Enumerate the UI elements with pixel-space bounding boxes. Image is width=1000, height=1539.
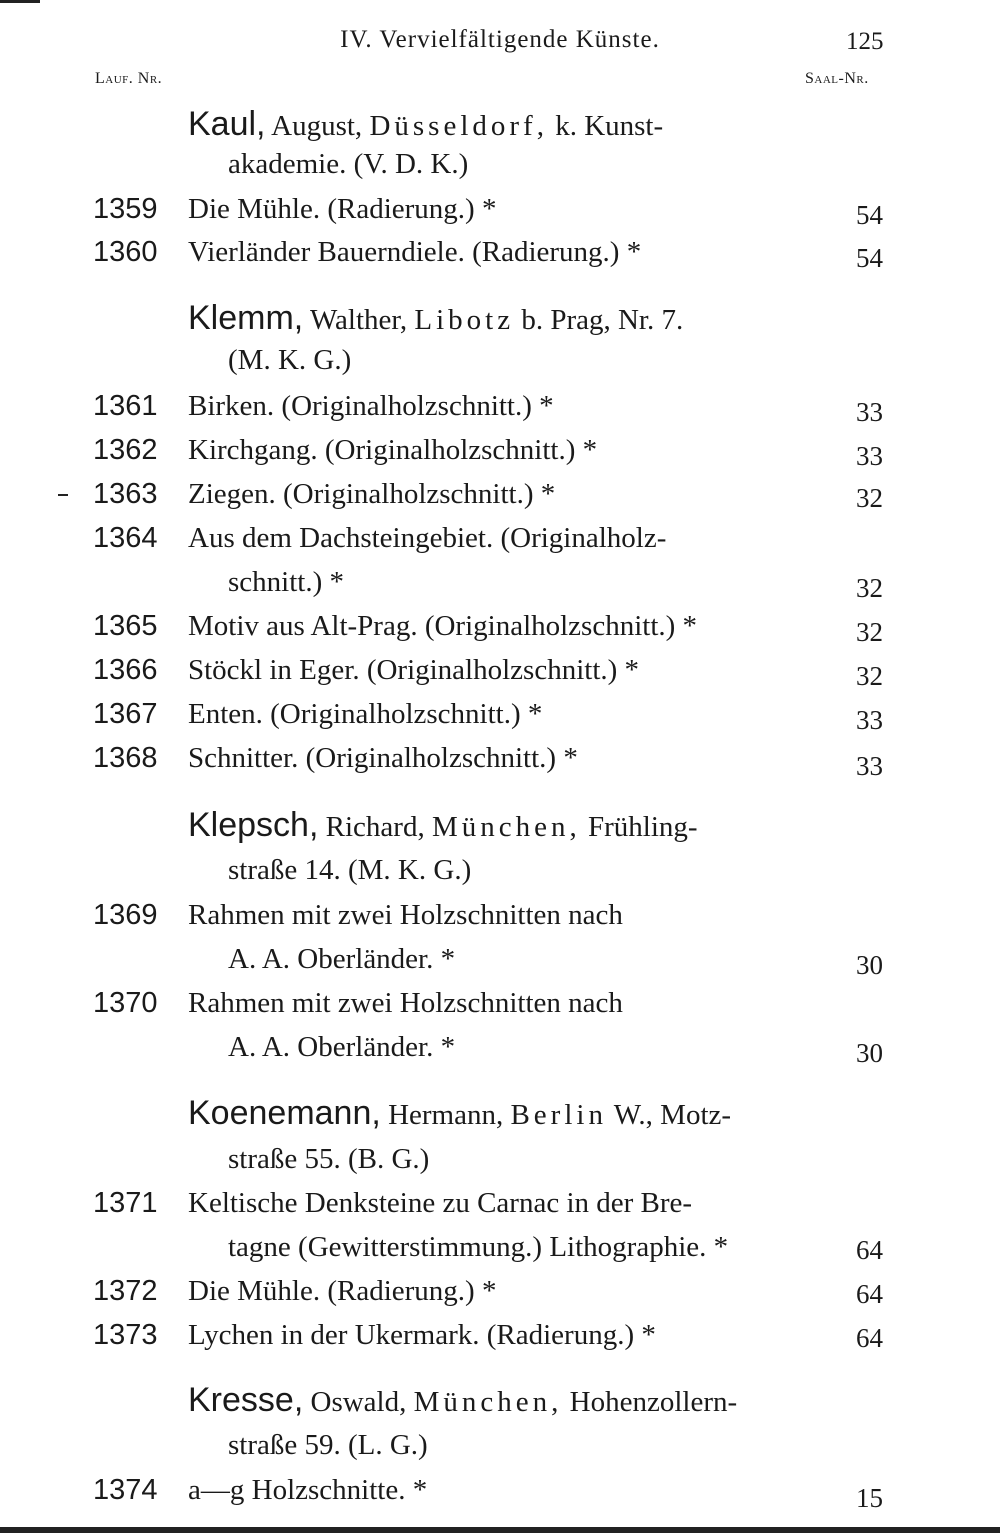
room-number: 32 <box>856 617 883 647</box>
entry-title: Vierländer Bauerndiele. (Radierung.) * <box>188 236 642 268</box>
entry-title-continuation: A. A. Oberländer. * <box>228 943 456 975</box>
entry-title: Stöckl in Eger. (Originalholzschnitt.) * <box>188 654 640 686</box>
entry-title: Aus dem Dachsteingebiet. (Originalholz- <box>188 522 667 554</box>
entry-title: Kirchgang. (Originalholzschnitt.) * <box>188 434 598 466</box>
artist-city: Libotz <box>414 304 515 336</box>
entry-title: Motiv aus Alt-Prag. (Originalholzschnitt.) * <box>188 610 698 642</box>
entry-title-continuation: tagne (Gewitterstimmung.) Lithographie. * <box>228 1231 729 1263</box>
artist-name: Klemm, <box>188 299 304 337</box>
artist-first-name: Richard, <box>318 811 432 843</box>
entry-title: Die Mühle. (Radierung.) * <box>188 193 497 225</box>
bottom-rule <box>0 1527 1000 1533</box>
entry-title: Rahmen mit zwei Holzschnitten nach <box>188 899 623 931</box>
entry-number: 1365 <box>93 610 158 642</box>
artist-first-name: August, <box>265 110 370 142</box>
room-number: 30 <box>856 1038 883 1068</box>
room-number: 64 <box>856 1323 883 1353</box>
artist-city: Düsseldorf, <box>369 110 548 142</box>
entry-title: Keltische Denksteine zu Carnac in der Bre- <box>188 1187 693 1219</box>
room-number: 30 <box>856 950 883 980</box>
entry-title: a—g Holzschnitte. * <box>188 1474 428 1506</box>
artist-name: Koenemann, <box>188 1094 381 1132</box>
room-number: 15 <box>856 1483 883 1513</box>
room-number: 32 <box>856 483 883 513</box>
artist-first-name: Oswald, <box>303 1386 414 1418</box>
artist-name: Kresse, <box>188 1381 304 1419</box>
entry-number: 1370 <box>93 987 158 1019</box>
entry-title: Enten. (Originalholzschnitt.) * <box>188 698 543 730</box>
column-header-saal-nr: Saal-Nr. <box>805 70 869 87</box>
entry-number: 1359 <box>93 193 158 225</box>
entry-number: 1373 <box>93 1319 158 1351</box>
top-rule <box>0 0 40 3</box>
entry-title: Lychen in der Ukermark. (Radierung.) * <box>188 1319 656 1351</box>
entry-number: 1366 <box>93 654 158 686</box>
artist-address: k. Kunst- <box>547 110 664 142</box>
entry-number: 1372 <box>93 1275 158 1307</box>
entry-title: Schnitter. (Originalholzschnitt.) * <box>188 742 578 774</box>
running-title: IV. Vervielfältigende Künste. <box>340 26 660 53</box>
artist-city: Berlin <box>510 1099 607 1131</box>
room-number: 54 <box>856 243 883 273</box>
room-number: 33 <box>856 705 883 735</box>
entry-number: 1360 <box>93 236 158 268</box>
artist-address: W., Motz- <box>606 1099 732 1131</box>
entry-title: Die Mühle. (Radierung.) * <box>188 1275 497 1307</box>
catalog-page: IV. Vervielfältigende Künste. 125 Lauf. Nr. Saal-Nr. Kaul, August, Düsseldorf, k. Kunst- akademie. (V. D. K.) 1359 Die Mühle. (Radierung.) * 54 1360 Vierländer Bauerndiele. (Radierung.) * 54 Klemm, Walther, Libotz b. Prag, Nr. 7. (M. K. G.) 1361 Birken. (Originalholzschnitt.) * 33 1362 Kirchgang. (Originalholzschnitt.) * 33 1363 Ziegen. (Originalholzschnitt.) * 32 1364 Aus dem Dachsteingebiet. (Originalholz- schnitt.) * 32 1365 Motiv aus Alt-Prag. (Originalholzschnitt.) * 32 1366 Stöckl in Eger. (Originalholzschnitt.) * 32 1367 Enten. (Originalholzschnitt.) * 33 1368 Schnitter. (Originalholzschnitt.) * 33 Klepsch, Richard, München, Frühling- straße 14. (M. K. G.) 1369 Rahmen mit zwei Holzschnitten nach A. A. Oberländer. * 30 1370 Rahmen mit zwei Holzschnitten nach A. A. Oberländer. * 30 Koenemann, Hermann, Berlin W., Motz- straße 55. (B. G.) 1371 Keltische Denksteine zu Carnac in der Bre- tagne (Gewitterstimmung.) Lithographie. * 64 1372 Die Mühle. (Radierung.) * 64 1373 Lychen in der Ukermark. (Radierung.) * 64 Kresse, Oswald, München, Hohenzollern- straße 59. (L. G.) 1374 a—g Holzschnitte. * 15 <box>0 0 1000 1539</box>
artist-name: Kaul, <box>188 105 266 143</box>
room-number: 32 <box>856 661 883 691</box>
entry-number: 1368 <box>93 742 158 774</box>
artist-first-name: Hermann, <box>380 1099 511 1131</box>
room-number: 33 <box>856 397 883 427</box>
artist-address: Frühling- <box>580 811 698 843</box>
artist-city: München, <box>431 811 581 843</box>
room-number: 54 <box>856 200 883 230</box>
room-number: 64 <box>856 1279 883 1309</box>
artist-address: Hohenzollern- <box>562 1386 738 1418</box>
artist-address: b. Prag, Nr. 7. <box>514 304 684 336</box>
entry-number: 1362 <box>93 434 158 466</box>
entry-number: 1361 <box>93 390 158 422</box>
entry-title: Ziegen. (Originalholzschnitt.) * <box>188 478 556 510</box>
entry-title-continuation: A. A. Oberländer. * <box>228 1031 456 1063</box>
entry-title: Rahmen mit zwei Holzschnitten nach <box>188 987 623 1019</box>
entry-number: 1374 <box>93 1474 158 1506</box>
artist-first-name: Walther, <box>303 304 415 336</box>
room-number: 33 <box>856 751 883 781</box>
room-number: 32 <box>856 573 883 603</box>
artist-name: Klepsch, <box>188 806 319 844</box>
page-number: 125 <box>846 28 884 55</box>
entry-number: 1371 <box>93 1187 158 1219</box>
entry-number: 1364 <box>93 522 158 554</box>
entry-title: Birken. (Originalholzschnitt.) * <box>188 390 554 422</box>
room-number: 33 <box>856 441 883 471</box>
margin-dash <box>58 494 68 496</box>
entry-title-continuation: schnitt.) * <box>228 566 344 598</box>
entry-number: 1363 <box>93 478 158 510</box>
entry-number: 1369 <box>93 899 158 931</box>
artist-city: München, <box>413 1386 563 1418</box>
room-number: 64 <box>856 1235 883 1265</box>
column-header-lauf-nr: Lauf. Nr. <box>95 70 163 87</box>
entry-number: 1367 <box>93 698 158 730</box>
